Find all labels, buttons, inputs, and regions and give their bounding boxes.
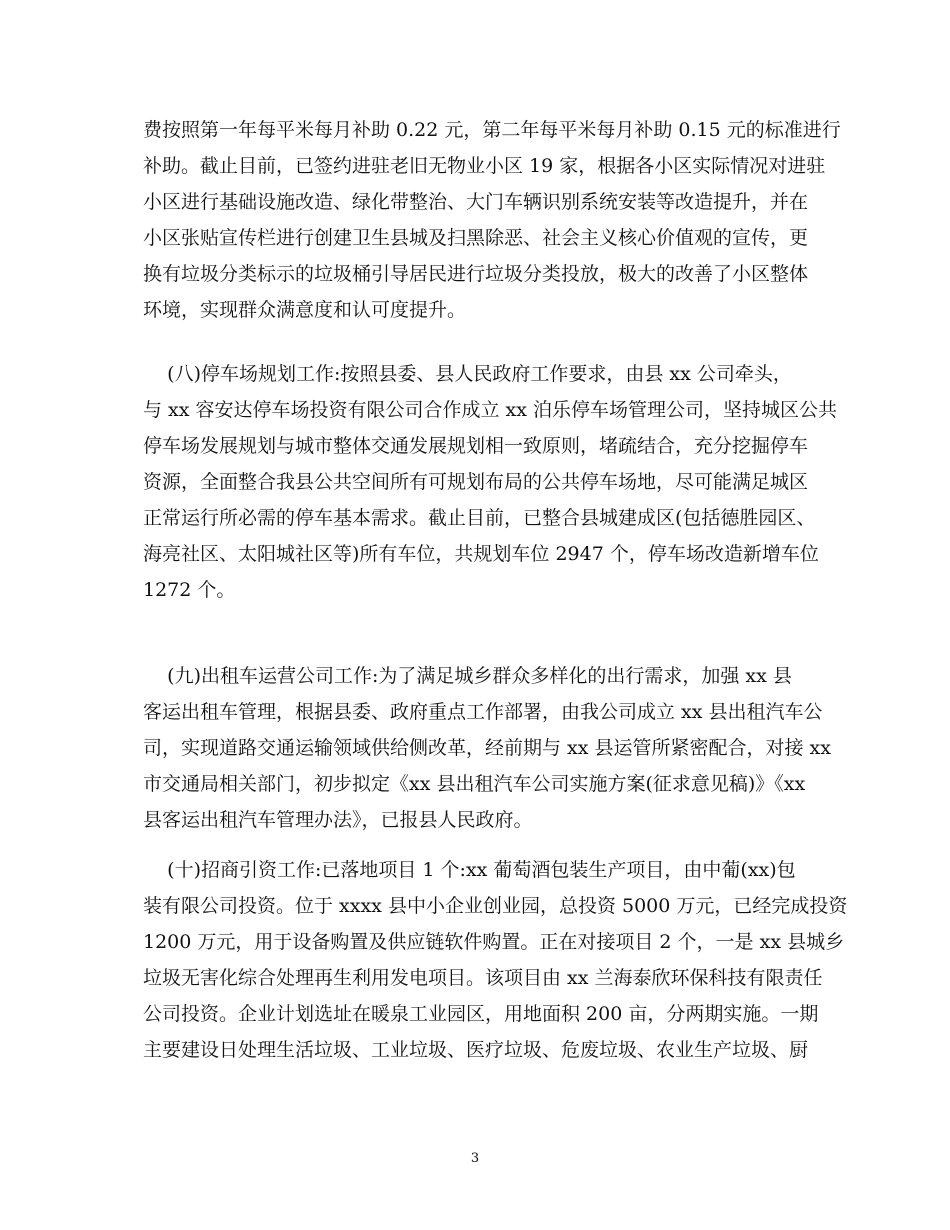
text-line: 司，实现道路交通运输领域供给侧改革，经前期与 xx 县运管所紧密配合，对接 xx bbox=[143, 737, 831, 759]
paragraph-investment-attraction bbox=[143, 852, 848, 1068]
text-line: 1200 万元，用于设备购置及供应链软件购置。正在对接项目 2 个，一是 xx 县城乡 bbox=[143, 931, 845, 953]
text-line: 换有垃圾分类标示的垃圾桶引导居民进行垃圾分类投放，极大的改善了小区整体 bbox=[143, 263, 809, 285]
text-line: (八)停车场规划工作:按照县委、县人民政府工作要求，由县 xx 公司牵头， bbox=[143, 363, 792, 385]
text-line: (九)出租车运营公司工作:为了满足城乡群众多样化的出行需求，加强 xx 县 bbox=[143, 665, 792, 687]
text-line: 停车场发展规划与城市整体交通发展规划相一致原则，堵疏结合，充分挖掘停车 bbox=[143, 435, 809, 457]
text-line: 1272 个。 bbox=[143, 579, 236, 601]
text-line: 海亮社区、太阳城社区等)所有车位，共规划车位 2947 个，停车场改造新增车位 bbox=[143, 543, 819, 565]
page-number: 3 bbox=[470, 1151, 480, 1166]
text-line: 垃圾无害化综合处理再生利用发电项目。该项目由 xx 兰海泰欣环保科技有限责任 bbox=[143, 967, 823, 989]
text-line: (十)招商引资工作:已落地项目 1 个:xx 葡萄酒包装生产项目，由中葡(xx)包 bbox=[143, 859, 796, 881]
paragraph-taxi-company bbox=[143, 658, 831, 838]
text-line: 补助。截止目前，已签约进驻老旧无物业小区 19 家，根据各小区实际情况对进驻 bbox=[143, 155, 826, 177]
text-line: 装有限公司投资。位于 xxxx 县中小企业创业园，总投资 5000 万元，已经完成投资 bbox=[143, 895, 848, 917]
paragraph-property-subsidy bbox=[143, 112, 841, 328]
text-line: 主要建设日处理生活垃圾、工业垃圾、医疗垃圾、危废垃圾、农业生产垃圾、厨 bbox=[143, 1039, 809, 1061]
text-line: 客运出租车管理，根据县委、政府重点工作部署，由我公司成立 xx 县出租汽车公 bbox=[143, 701, 823, 723]
text-line: 小区进行基础设施改造、绿化带整治、大门车辆识别系统安装等改造提升，并在 bbox=[143, 191, 809, 213]
text-line: 小区张贴宣传栏进行创建卫生县城及扫黑除恶、社会主义核心价值观的宣传，更 bbox=[143, 227, 809, 249]
text-line: 费按照第一年每平米每月补助 0.22 元，第二年每平米每月补助 0.15 元的标准进行 bbox=[143, 119, 841, 141]
text-line: 资源，全面整合我县公共空间所有可规划布局的公共停车场地，尽可能满足城区 bbox=[143, 471, 809, 493]
text-line: 县客运出租汽车管理办法》，已报县人民政府。 bbox=[143, 809, 533, 831]
text-line: 公司投资。企业计划选址在暖泉工业园区，用地面积 200 亩，分两期实施。一期 bbox=[143, 1003, 819, 1025]
text-line: 正常运行所必需的停车基本需求。截止目前，已整合县城建成区(包括德胜园区、 bbox=[143, 507, 816, 529]
text-line: 市交通局相关部门，初步拟定《xx 县出租汽车公司实施方案(征求意见稿)》《xx bbox=[143, 773, 806, 795]
text-line: 环境，实现群众满意度和认可度提升。 bbox=[143, 299, 467, 321]
paragraph-parking-planning bbox=[143, 356, 838, 608]
text-line: 与 xx 容安达停车场投资有限公司合作成立 xx 泊乐停车场管理公司，坚持城区公共 bbox=[143, 399, 838, 421]
